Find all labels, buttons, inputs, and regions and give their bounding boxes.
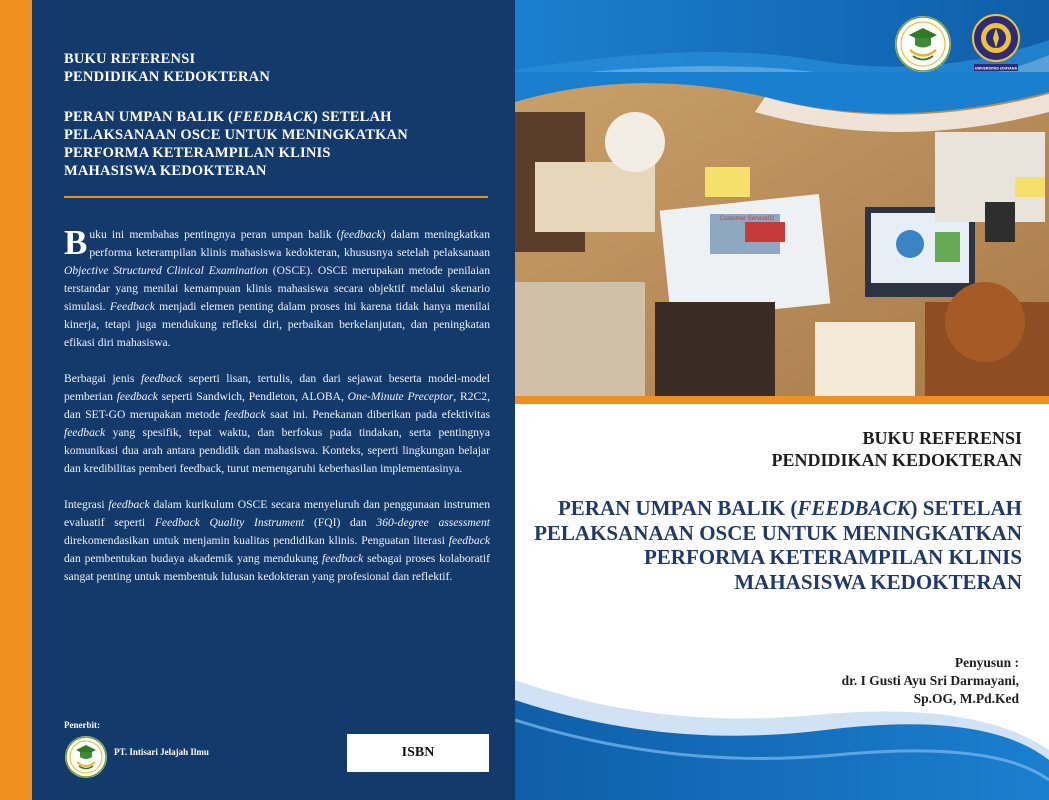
synopsis-text-segment: direkomendasikan untuk menjamin kualitas pendidikan klinis. Penguatan literasi (64, 534, 449, 547)
synopsis-paragraph-2 (64, 370, 490, 478)
front-title-line-2: PELAKSANAAN OSCE UNTUK MENINGKATKAN (534, 520, 1022, 545)
author-label: Penyusun : (954, 655, 1019, 670)
synopsis-text-segment: Berbagai jenis (64, 372, 141, 385)
synopsis-text-segment: sebagai proses kolaboratif sangat penting untuk membentuk lulusan kedokteran yang profesional dan reflektif. (64, 552, 490, 583)
university-logo (970, 14, 1022, 72)
synopsis-text-segment: uku ini membahas pentingnya peran umpan balik ( (89, 228, 341, 241)
synopsis-text-segment: dalam kurikulum OSCE secara menyeluruh dan penggunaan instrumen evaluatif seperti (64, 498, 490, 529)
back-title-line-4: MAHASISWA KEDOKTERAN (64, 163, 267, 179)
synopsis-text-segment: (FQI) dan (304, 516, 377, 529)
synopsis-text-segment: seperti lisan, tertulis, dan dari sejawat beserta model-model pemberian (64, 372, 490, 403)
synopsis-text-segment: 360-degree assessment (376, 516, 490, 529)
synopsis-paragraph-3 (64, 496, 490, 586)
front-title-line-1: PERAN UMPAN BALIK (FEEDBACK) SETELAH (557, 496, 1022, 520)
back-cover (32, 0, 515, 800)
publisher-logo-front (895, 16, 951, 72)
synopsis-text-segment: feedback (322, 552, 364, 565)
publisher-name: PT. Intisari Jelajah Ilmu (114, 747, 209, 757)
front-title-line-3: PERFORMA KETERAMPILAN KLINIS (643, 545, 1022, 569)
synopsis-text-segment: feedback (140, 372, 183, 385)
spine-orange-band (0, 0, 32, 800)
front-series-line-2: PENDIDIKAN KEDOKTERAN (771, 450, 1022, 470)
front-series-line-1: BUKU REFERENSI (862, 428, 1022, 448)
back-divider (64, 196, 488, 198)
author-name-line-1: dr. I Gusti Ayu Sri Darmayani, (841, 673, 1019, 688)
synopsis-text-segment: One-Minute Preceptor (347, 390, 454, 403)
back-series-line-2: PENDIDIKAN KEDOKTERAN (64, 69, 271, 85)
synopsis-text-segment: Feedback (109, 300, 155, 313)
publisher-logo (65, 736, 107, 778)
front-orange-band (515, 396, 1049, 404)
synopsis-text-segment: seperti Sandwich, Pendleton, ALOBA, (157, 390, 348, 403)
author-name-line-2: Sp.OG, M.Pd.Ked (913, 691, 1019, 706)
dropcap-letter: B (64, 223, 88, 262)
synopsis-text-segment: feedback (224, 408, 266, 421)
synopsis-text-segment: Objective Structured Clinical Examination (64, 264, 268, 277)
synopsis-text-segment: dan pembentukan budaya akademik yang mendukung (64, 552, 323, 565)
synopsis-text-segment: ) dalam meningkatkan performa keterampilan klinis mahasiswa kedokteran, khususnya setelah pelaksanaan (89, 228, 490, 259)
back-series-title (64, 50, 484, 86)
synopsis-text-segment: feedback (108, 498, 150, 511)
back-book-title (64, 108, 484, 180)
synopsis-text-segment: saat ini. Penekanan diberikan pada efektivitas (265, 408, 490, 421)
synopsis-text-segment: feedback (116, 390, 158, 403)
front-cover (515, 0, 1049, 800)
synopsis-text-segment: feedback (64, 426, 106, 439)
publisher-label: Penerbit: (64, 720, 100, 730)
back-title-line-3: PERFORMA KETERAMPILAN KLINIS (64, 145, 331, 161)
front-book-title (522, 496, 1022, 594)
bottom-wave (515, 620, 1049, 800)
synopsis-text-segment: (OSCE). OSCE merupakan metode penilaian terstandar yang menilai kemampuan klinis mahasiswa secara objektif melalui skenario simulasi. (64, 264, 490, 313)
photo-slide-text: Customer Service02 (720, 216, 775, 222)
synopsis-text-segment: , R2C2, dan SET-GO merupakan metode (64, 390, 490, 421)
synopsis-paragraph-1 (64, 223, 490, 352)
synopsis-text-segment: feedback (448, 534, 490, 547)
synopsis-text-segment: feedback (340, 228, 382, 241)
front-series-title (562, 427, 1022, 471)
synopsis-text-segment: yang spesifik, tepat waktu, dan berfokus pada tindakan, serta pentingnya komunikasi dua arah antara pendidik dan mahasiswa. Konteks, seperti lingkungan belajar dan kredibilitas pemberi feedback, turut memengaruhi keberhasilan implementasinya. (64, 426, 490, 475)
back-series-line-1: BUKU REFERENSI (64, 51, 196, 67)
back-synopsis (64, 223, 490, 604)
front-title-line-4: MAHASISWA KEDOKTERAN (734, 569, 1022, 594)
synopsis-text-segment: menjadi elemen penting dalam proses ini karena tidak hanya menilai kinerja, tetapi juga mendukung refleksi diri, perbaikan berkelanjutan, dan peningkatan efikasi diri mahasiswa. (64, 300, 490, 349)
synopsis-text-segment: Integrasi (64, 498, 109, 511)
back-title-line-1: PERAN UMPAN BALIK (FEEDBACK) SETELAH (64, 109, 392, 125)
isbn-box: ISBN (347, 734, 489, 772)
author-block (719, 654, 1019, 708)
back-title-line-2: PELAKSANAAN OSCE UNTUK MENINGKATKAN (64, 127, 408, 143)
cover-photo (515, 72, 1049, 398)
university-logo-text: UNIVERSITAS UDAYANA (974, 66, 1018, 71)
synopsis-text-segment: Feedback Quality Instrument (154, 516, 305, 529)
